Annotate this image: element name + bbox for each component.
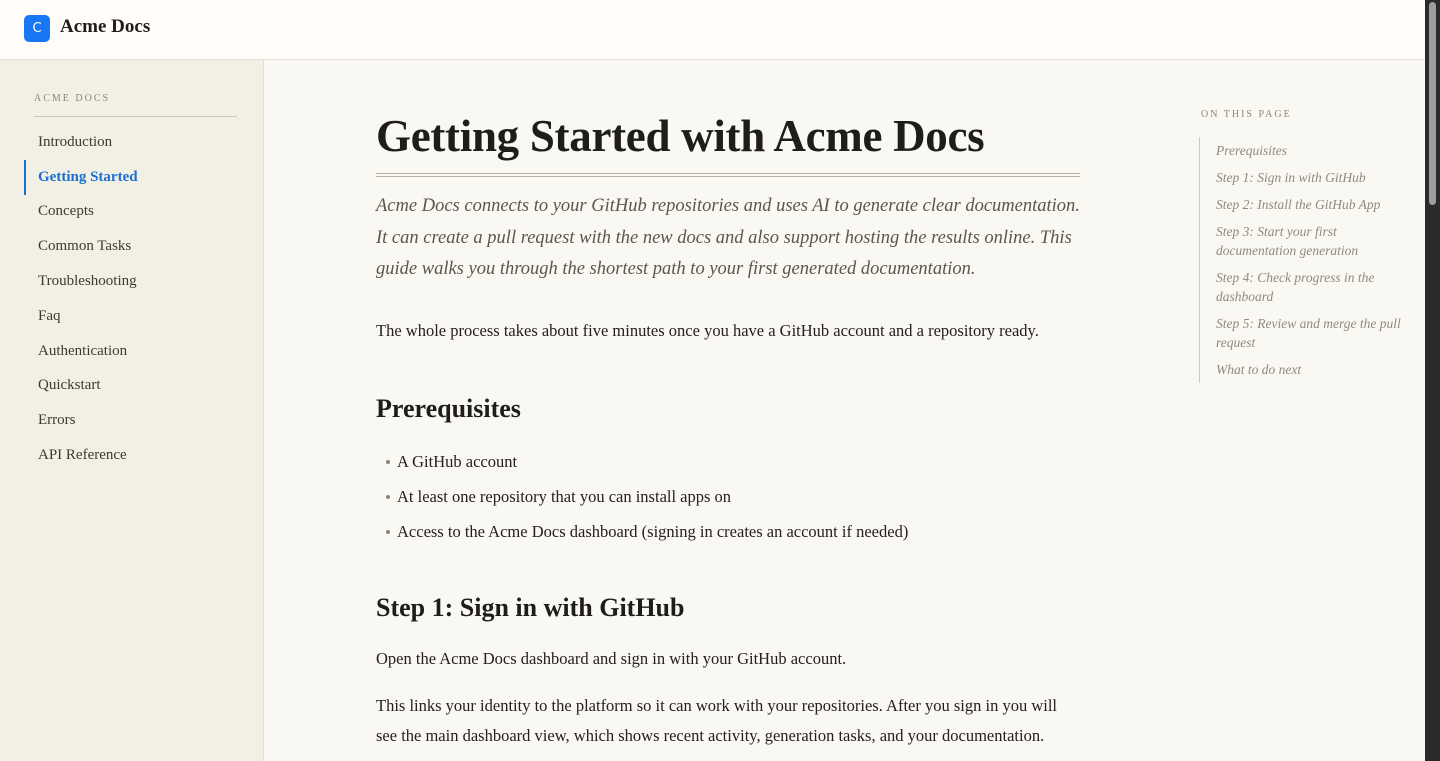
page-title: Getting Started with Acme Docs xyxy=(376,111,985,161)
sidebar-item-faq[interactable]: Faq xyxy=(38,307,61,324)
title-divider xyxy=(376,173,1080,177)
bullet-icon xyxy=(386,460,390,464)
sidebar-item-getting-started[interactable]: Getting Started xyxy=(24,160,237,195)
toc-heading: ON THIS PAGE xyxy=(1201,109,1292,120)
section-heading-step-1: Step 1: Sign in with GitHub xyxy=(376,593,685,622)
sidebar xyxy=(0,60,264,761)
sidebar-item-authentication[interactable]: Authentication xyxy=(38,342,128,359)
page-scrollbar[interactable] xyxy=(1425,0,1440,761)
toc-item-step-5[interactable]: Step 5: Review and merge the pull request xyxy=(1216,316,1401,350)
bullet-icon xyxy=(386,495,390,499)
list-item xyxy=(376,445,908,480)
prerequisites-list xyxy=(376,445,908,549)
toc-item-step-3[interactable]: Step 3: Start your first documentation generation xyxy=(1216,224,1359,258)
bullet-icon xyxy=(386,530,390,534)
sidebar-item-errors[interactable]: Errors xyxy=(38,412,76,429)
list-item-text: A GitHub account xyxy=(397,452,518,472)
list-item xyxy=(376,515,908,550)
sidebar-section-label: ACME DOCS xyxy=(34,93,111,104)
toc-item-prerequisites[interactable]: Prerequisites xyxy=(1216,143,1287,158)
toc-list xyxy=(1199,137,1404,383)
sidebar-item-introduction[interactable]: Introduction xyxy=(38,133,113,150)
top-bar xyxy=(0,0,1425,60)
list-item-text: Access to the Acme Docs dashboard (signing in creates an account if needed) xyxy=(397,521,909,541)
section-heading-prerequisites: Prerequisites xyxy=(376,394,521,423)
step-1-paragraph-1: Open the Acme Docs dashboard and sign in with your GitHub account. xyxy=(376,649,847,668)
step-1-paragraph-2: This links your identity to the platform so it can work with your repositories. After you sign in you will see the main dashboard view, which shows recent activity, generation tasks, and your documentation. xyxy=(376,696,1058,745)
logo-letter: C xyxy=(32,21,42,36)
sidebar-nav xyxy=(24,125,237,473)
sidebar-item-troubleshooting[interactable]: Troubleshooting xyxy=(38,273,137,290)
sidebar-item-concepts[interactable]: Concepts xyxy=(38,203,94,220)
app-title[interactable]: Acme Docs xyxy=(60,16,151,37)
toc-item-step-4[interactable]: Step 4: Check progress in the dashboard xyxy=(1216,270,1375,304)
toc-item-step-2[interactable]: Step 2: Install the GitHub App xyxy=(1216,197,1381,212)
sidebar-item-common-tasks[interactable]: Common Tasks xyxy=(38,238,132,255)
scrollbar-thumb[interactable] xyxy=(1429,2,1436,205)
toc-item-what-next[interactable]: What to do next xyxy=(1216,362,1302,377)
sidebar-item-api-reference[interactable]: API Reference xyxy=(38,447,127,464)
list-item xyxy=(376,480,908,515)
list-item-text: At least one repository that you can install apps on xyxy=(397,487,732,507)
intro-paragraph: The whole process takes about five minutes once you have a GitHub account and a repository ready. xyxy=(376,321,1039,340)
sidebar-divider xyxy=(34,116,237,117)
toc-item-step-1[interactable]: Step 1: Sign in with GitHub xyxy=(1216,170,1366,185)
logo-icon[interactable] xyxy=(24,15,50,42)
lead-paragraph: Acme Docs connects to your GitHub repositories and uses AI to generate clear documentation. It can create a pull request with the new docs and also support hosting the results online. This guide walks you through the shortest path to your first generated documentation. xyxy=(376,196,1080,279)
sidebar-item-quickstart[interactable]: Quickstart xyxy=(38,377,101,394)
